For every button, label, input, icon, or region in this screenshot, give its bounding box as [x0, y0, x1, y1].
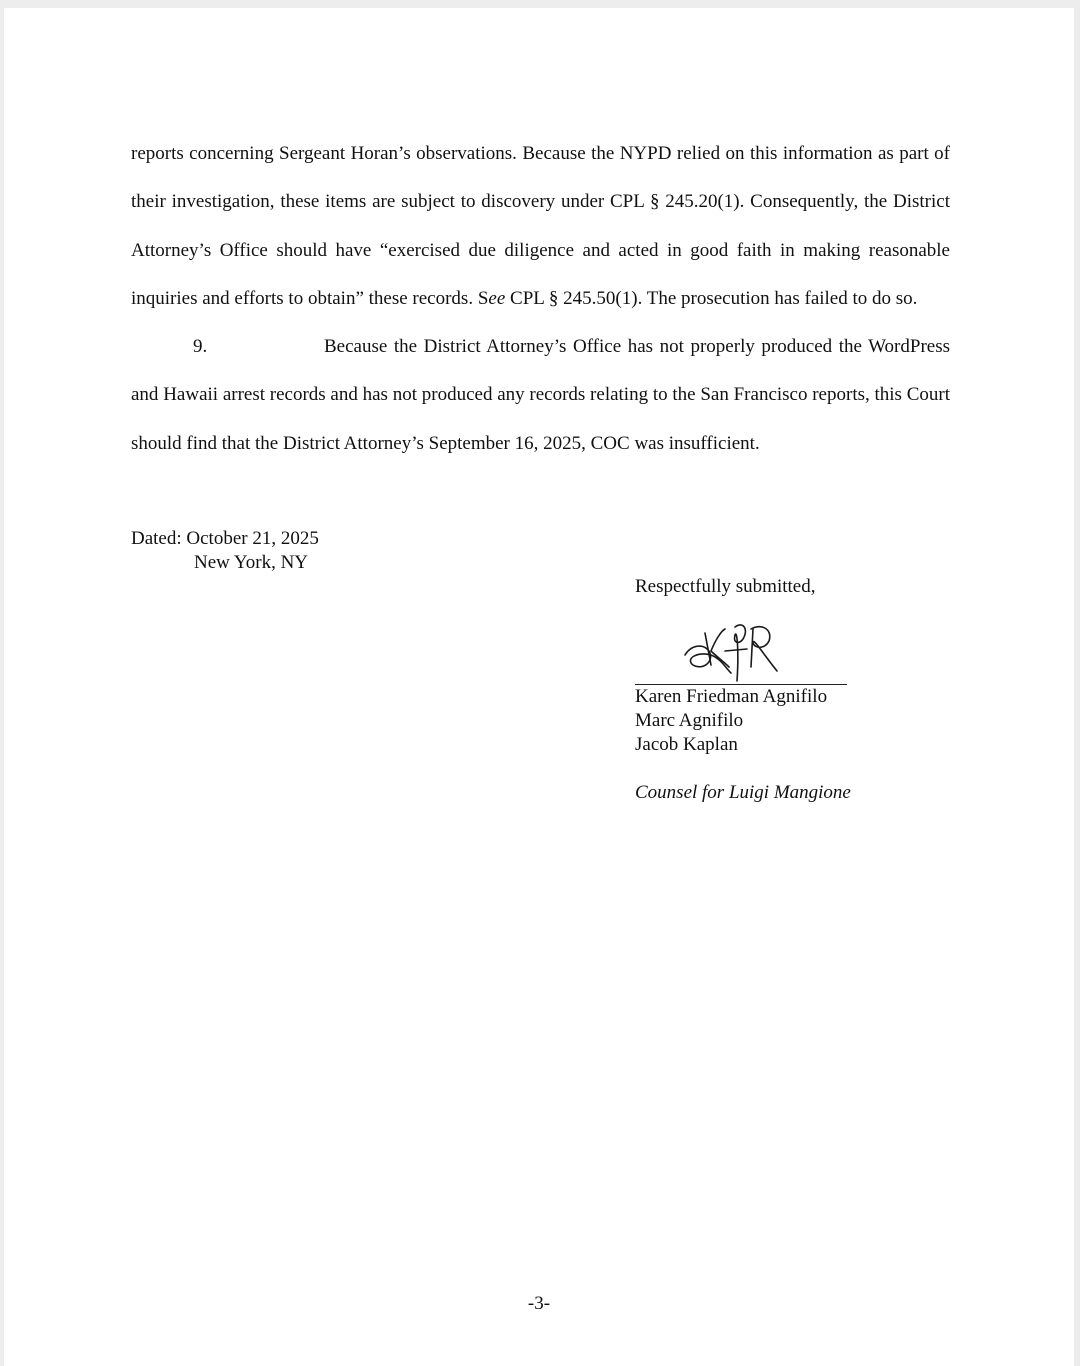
attorney-name: Karen Friedman Agnifilo — [635, 686, 828, 707]
paragraph-9 — [131, 323, 950, 468]
dated-line: Dated: October 21, 2025 — [131, 528, 319, 549]
paragraph-9-text: Because the District Attorney’s Office has not properly produced the WordPress and Hawaii arrest records and has not produced any records relating to the San Francisco reports, this Court should find that the District Attorney’s September 16, 2025, COC was insufficient. — [131, 336, 950, 454]
page-number: -3- — [527, 1293, 551, 1314]
paragraph-continuation — [131, 130, 950, 323]
closing-line: Respectfully submitted, — [635, 576, 816, 597]
see-prefix: S — [477, 287, 489, 309]
paragraph-number: 9. — [193, 336, 208, 358]
dated-block — [131, 527, 319, 575]
attorney-name: Jacob Kaplan — [635, 734, 738, 755]
see-signal: ee — [488, 287, 506, 309]
signature-line — [635, 684, 847, 685]
signature-area — [635, 619, 847, 685]
counsel-designation: Counsel for Luigi Mangione — [635, 782, 851, 803]
paragraph-continuation-text: reports concerning Sergeant Horan’s observations. Because the NYPD relied on this information as part of their investigation, these items are subject to discovery under CPL § 245.20(1). Consequently, the District Attorney’s Office should have “exercised due diligence and acted in good faith in making reasonable inquiries and efforts to obtain” these records. — [131, 143, 950, 309]
handwritten-signature — [681, 621, 791, 685]
signature-block — [635, 575, 851, 805]
paragraph-continuation-tail: CPL § 245.50(1). The prosecution has failed to do so. — [505, 287, 918, 309]
attorney-name: Marc Agnifilo — [635, 710, 744, 731]
document-page — [4, 8, 1074, 1366]
dated-location: New York, NY — [194, 552, 309, 573]
document-body — [131, 130, 950, 468]
